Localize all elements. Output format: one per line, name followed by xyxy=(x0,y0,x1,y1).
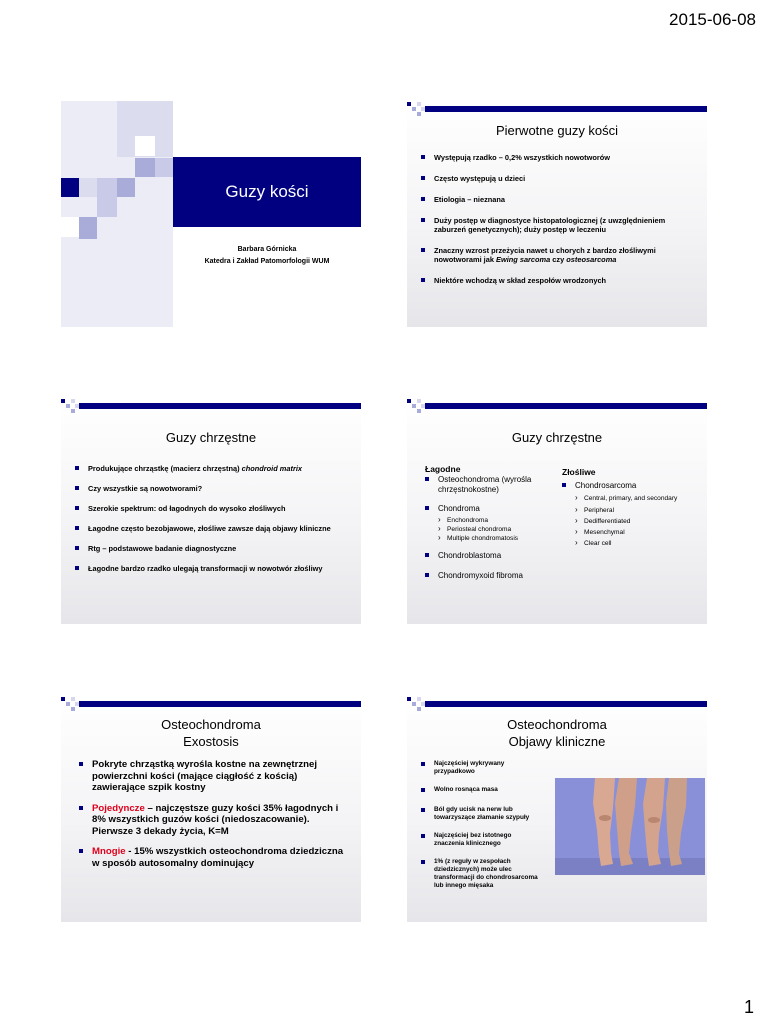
title-line: Objawy kliniczne xyxy=(508,734,606,749)
bullet-item: Niektóre wchodzą w skład zespołów wrodzonych xyxy=(421,276,699,285)
bullet-item xyxy=(79,846,349,869)
bullet-item xyxy=(562,481,697,548)
slide-title: Guzy chrzęstne xyxy=(511,430,603,445)
slide-osteochondroma-symptoms xyxy=(407,696,707,922)
bullet-list xyxy=(421,760,543,890)
decor-square xyxy=(135,158,155,177)
header-bar xyxy=(79,403,361,409)
legs-photo xyxy=(555,778,705,875)
header-bar xyxy=(425,701,707,707)
header-square xyxy=(421,404,425,408)
bullet-item: Chondroblastoma xyxy=(425,551,547,561)
header-square xyxy=(417,102,421,106)
slide-title xyxy=(61,716,361,750)
sub-item: › Enchondroma xyxy=(438,516,547,525)
bullet-item: Najczęściej bez istotnego znaczenia klinicznego xyxy=(421,832,543,848)
title-line: Osteochondroma xyxy=(161,717,261,732)
decor-square xyxy=(79,217,97,239)
author-affiliation: Katedra i Zakład Patomorfologii WUM xyxy=(204,258,330,265)
header-square xyxy=(71,409,75,413)
sub-item: › Mesenchymal xyxy=(575,528,697,537)
malignant-header: Złośliwe xyxy=(562,467,596,477)
bullet-item xyxy=(425,504,547,543)
bullet-text: Chondrosarcoma xyxy=(575,481,637,490)
title-line: Exostosis xyxy=(183,734,239,749)
slide-title xyxy=(407,716,707,750)
header-square xyxy=(75,404,79,408)
bullet-item: Łagodne bardzo rzadko ulegają transformacji w nowotwór złośliwy xyxy=(75,564,353,573)
highlight-text: Mnogie xyxy=(92,846,126,857)
header-square xyxy=(417,697,421,701)
slide-primary-bone-tumors xyxy=(407,101,707,327)
header-square xyxy=(71,697,75,701)
bullet-item: Występują rzadko – 0,2% wszystkich nowotworów xyxy=(421,153,699,162)
sub-item: › Clear cell xyxy=(575,539,697,548)
slide-title xyxy=(61,101,361,327)
bullet-text: – najczęstsze guzy kości 35% łagodnych i 8% wszystkich guzów kości (niedoszacowanie). Pierwsze 3 dekady życia, K=M xyxy=(92,802,339,837)
header-square xyxy=(71,707,75,711)
title-line: Osteochondroma xyxy=(507,717,607,732)
decor-square xyxy=(97,178,117,197)
malignant-list xyxy=(562,481,697,548)
bullet-item xyxy=(79,803,349,838)
bullet-italic: osteosarcoma xyxy=(566,255,617,264)
decor-square xyxy=(155,158,173,177)
bullet-text: Chondroma xyxy=(438,504,480,513)
slide-header-decoration xyxy=(407,101,707,117)
sub-item: › Central, primary, and secondary xyxy=(575,494,697,504)
header-square xyxy=(407,697,411,701)
bullet-item: Rtg – podstawowe badanie diagnostyczne xyxy=(75,544,353,553)
header-square xyxy=(417,707,421,711)
header-square xyxy=(407,399,411,403)
bullet-item: Ból gdy ucisk na nerw lub towarzyszące złamanie szypuły xyxy=(421,806,543,822)
bullet-item: Pokryte chrząstką wyrośla kostne na zewnętrznej powierzchni kości (mające ciągłość z kością) zawierające szpik kostny xyxy=(79,759,349,794)
bullet-item: Chondromyxoid fibroma xyxy=(425,571,547,581)
slide-title-box xyxy=(173,157,361,227)
author-name: Barbara Górnicka xyxy=(237,246,297,253)
decor-square xyxy=(135,136,155,156)
decor-square xyxy=(61,178,79,197)
bullet-item xyxy=(421,246,699,264)
bullet-item: Często występują u dzieci xyxy=(421,174,699,183)
bullet-item xyxy=(75,464,353,473)
slide-header-decoration xyxy=(407,398,707,414)
header-bar xyxy=(425,106,707,112)
header-square xyxy=(421,107,425,111)
bullet-text: - 15% wszystkich osteochondroma dziedziczna w sposób autosomalny dominujący xyxy=(92,846,344,869)
header-square xyxy=(66,404,70,408)
bullet-list xyxy=(75,464,353,573)
slide-title: Pierwotne guzy kości xyxy=(495,123,619,138)
decor-square xyxy=(61,217,79,237)
header-square xyxy=(66,702,70,706)
header-square xyxy=(417,112,421,116)
bullet-item: Osteochondroma (wyrośla chrzęstnokostne) xyxy=(425,475,547,494)
slide-header-decoration xyxy=(61,398,361,414)
header-square xyxy=(421,702,425,706)
benign-header: Łagodne xyxy=(425,464,461,474)
header-square xyxy=(417,399,421,403)
sub-item: › Dedifferentiated xyxy=(575,517,697,526)
slide-header-decoration xyxy=(61,696,361,712)
bullet-italic: Ewing sarcoma xyxy=(496,255,551,264)
header-square xyxy=(61,697,65,701)
page-number: 1 xyxy=(743,997,754,1017)
header-square xyxy=(407,102,411,106)
bullet-item: Szerokie spektrum: od łagodnych do wysoko złośliwych xyxy=(75,504,353,513)
slide-title: Guzy chrzęstne xyxy=(165,430,257,445)
header-bar xyxy=(425,403,707,409)
bullet-item: Duży postęp w diagnostyce histopatologicznej (z uwzględnieniem zaburzeń genetycznych); duży postęp w leczeniu xyxy=(421,216,699,234)
bullet-text: Produkujące chrząstkę (macierz chrzęstną) xyxy=(88,464,242,473)
highlight-text: Pojedyncze xyxy=(92,802,145,814)
header-square xyxy=(61,399,65,403)
legs-illustration xyxy=(555,778,705,875)
bullet-item: Łagodne często bezobjawowe, złośliwe zawsze dają objawy kliniczne xyxy=(75,524,353,533)
bullet-item: Czy wszystkie są nowotworami? xyxy=(75,484,353,493)
slide-cartilage-tumors xyxy=(61,398,361,624)
bullet-italic: chondroid matrix xyxy=(241,464,302,473)
benign-list xyxy=(425,475,547,581)
slide-osteochondroma-exostosis xyxy=(61,696,361,922)
header-square xyxy=(71,399,75,403)
header-square xyxy=(412,107,416,111)
bullet-list xyxy=(79,759,349,869)
sub-list xyxy=(438,516,547,543)
header-square xyxy=(75,702,79,706)
bullet-text: czy xyxy=(550,255,567,264)
author-block xyxy=(173,244,361,268)
slide-cartilage-classification xyxy=(407,398,707,624)
slide-title-text: Guzy kości xyxy=(225,182,309,201)
bullet-item: Wolno rosnąca masa xyxy=(421,786,543,794)
decor-square xyxy=(79,178,97,197)
bullet-text: Znaczny wzrost przeżycia nawet u chorych z bardzo złośliwymi nowotworami jak xyxy=(434,246,656,264)
sub-item: › Multiple chondromatosis xyxy=(438,534,547,543)
bullet-list xyxy=(421,153,699,285)
header-square xyxy=(412,404,416,408)
slide-header-decoration xyxy=(407,696,707,712)
decor-square xyxy=(97,197,117,217)
decor-square xyxy=(117,178,135,197)
page-date: 2015-06-08 xyxy=(669,10,756,29)
sub-item: › Peripheral xyxy=(575,506,697,515)
bullet-item: Najczęściej wykrywany przypadkowo xyxy=(421,760,543,776)
header-square xyxy=(412,702,416,706)
sub-list xyxy=(575,494,697,548)
bullet-item: 1% (z reguły w zespołach dziedzicznych) może ulec transformacji do chondrosarcoma lub innego mięsaka xyxy=(421,858,543,890)
header-square xyxy=(417,409,421,413)
sub-item: › Periosteal chondroma xyxy=(438,525,547,534)
bullet-item: Etiologia – nieznana xyxy=(421,195,699,204)
header-bar xyxy=(79,701,361,707)
